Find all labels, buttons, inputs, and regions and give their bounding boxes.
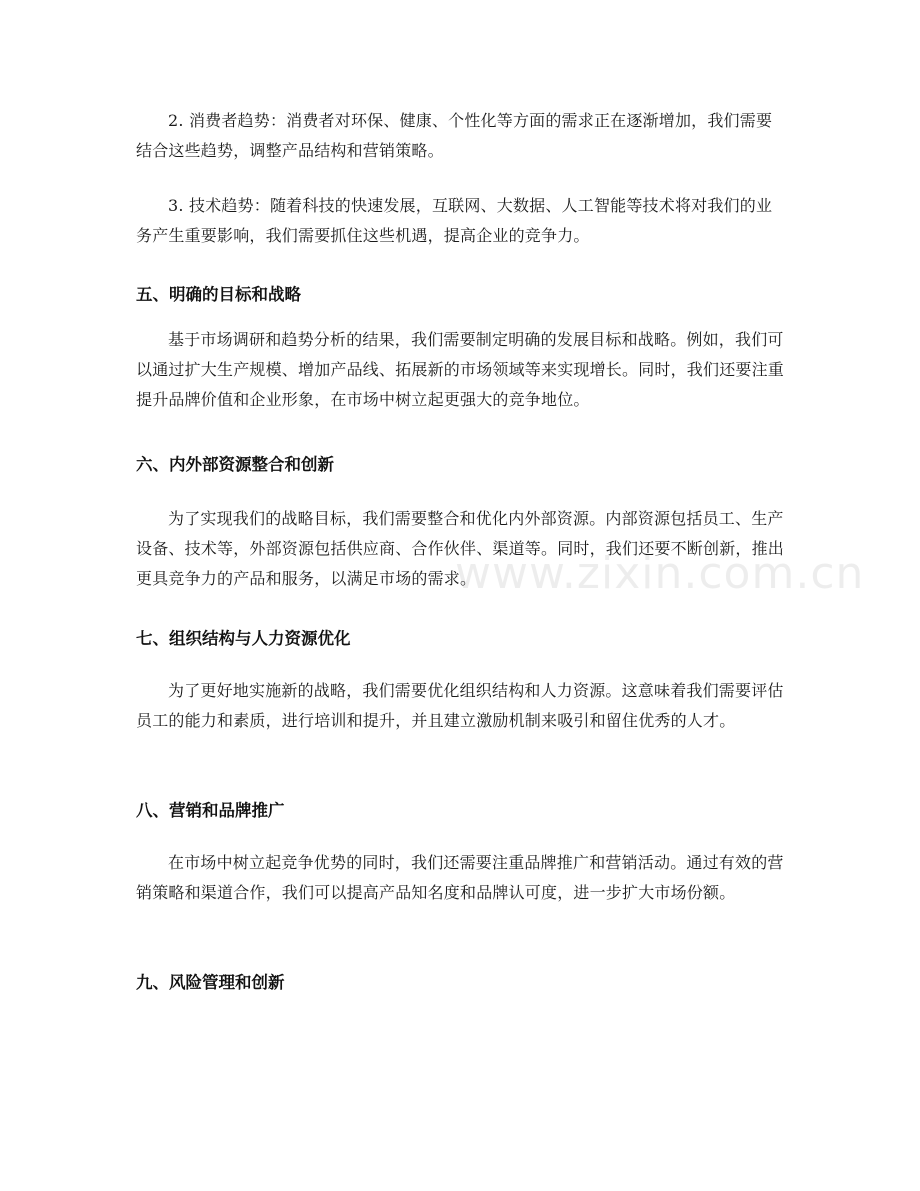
paragraph-text: 2. 消费者趋势：消费者对环保、健康、个性化等方面的需求正在逐渐增加，我们需要结合这些趋势，调整产品结构和营销策略。 xyxy=(136,111,773,160)
paragraph-tech-trend xyxy=(136,191,786,251)
paragraph-text: 3. 技术趋势：随着科技的快速发展，互联网、大数据、人工智能等技术将对我们的业务产生重要影响，我们需要抓住这些机遇，提高企业的竞争力。 xyxy=(136,196,773,245)
paragraph-text: 基于市场调研和趋势分析的结果，我们需要制定明确的发展目标和战略。例如，我们可以通过扩大生产规模、增加产品线、拓展新的市场领域等来实现增长。同时，我们还要注重提升品牌价值和企业形象，在市场中树立起更强大的竞争地位。 xyxy=(136,330,785,409)
section-heading-6 xyxy=(136,453,786,477)
watermark: www.zixin.com.cn xyxy=(455,548,865,599)
paragraph-resources xyxy=(136,504,786,594)
paragraph-text: 在市场中树立起竞争优势的同时，我们还需要注重品牌推广和营销活动。通过有效的营销策略和渠道合作，我们可以提高产品知名度和品牌认可度，进一步扩大市场份额。 xyxy=(136,853,784,902)
heading-text: 九、风险管理和创新 xyxy=(136,973,285,992)
heading-text: 五、明确的目标和战略 xyxy=(136,285,301,304)
paragraph-goals xyxy=(136,325,786,415)
section-heading-5 xyxy=(136,283,786,307)
paragraph-org xyxy=(136,676,786,736)
section-heading-7 xyxy=(136,627,786,651)
heading-text: 七、组织结构与人力资源优化 xyxy=(136,629,351,648)
paragraph-consumer-trend xyxy=(136,106,786,166)
paragraph-text: 为了实现我们的战略目标，我们需要整合和优化内外部资源。内部资源包括员工、生产设备、技术等，外部资源包括供应商、合作伙伴、渠道等。同时，我们还要不断创新，推出更具竞争力的产品和服务，以满足市场的需求。 xyxy=(136,509,785,588)
section-heading-8 xyxy=(136,799,786,823)
paragraph-marketing xyxy=(136,848,786,908)
section-heading-9 xyxy=(136,971,786,995)
paragraph-text: 为了更好地实施新的战略，我们需要优化组织结构和人力资源。这意味着我们需要评估员工的能力和素质，进行培训和提升，并且建立激励机制来吸引和留住优秀的人才。 xyxy=(136,681,784,730)
heading-text: 八、营销和品牌推广 xyxy=(136,801,285,820)
heading-text: 六、内外部资源整合和创新 xyxy=(136,455,334,474)
